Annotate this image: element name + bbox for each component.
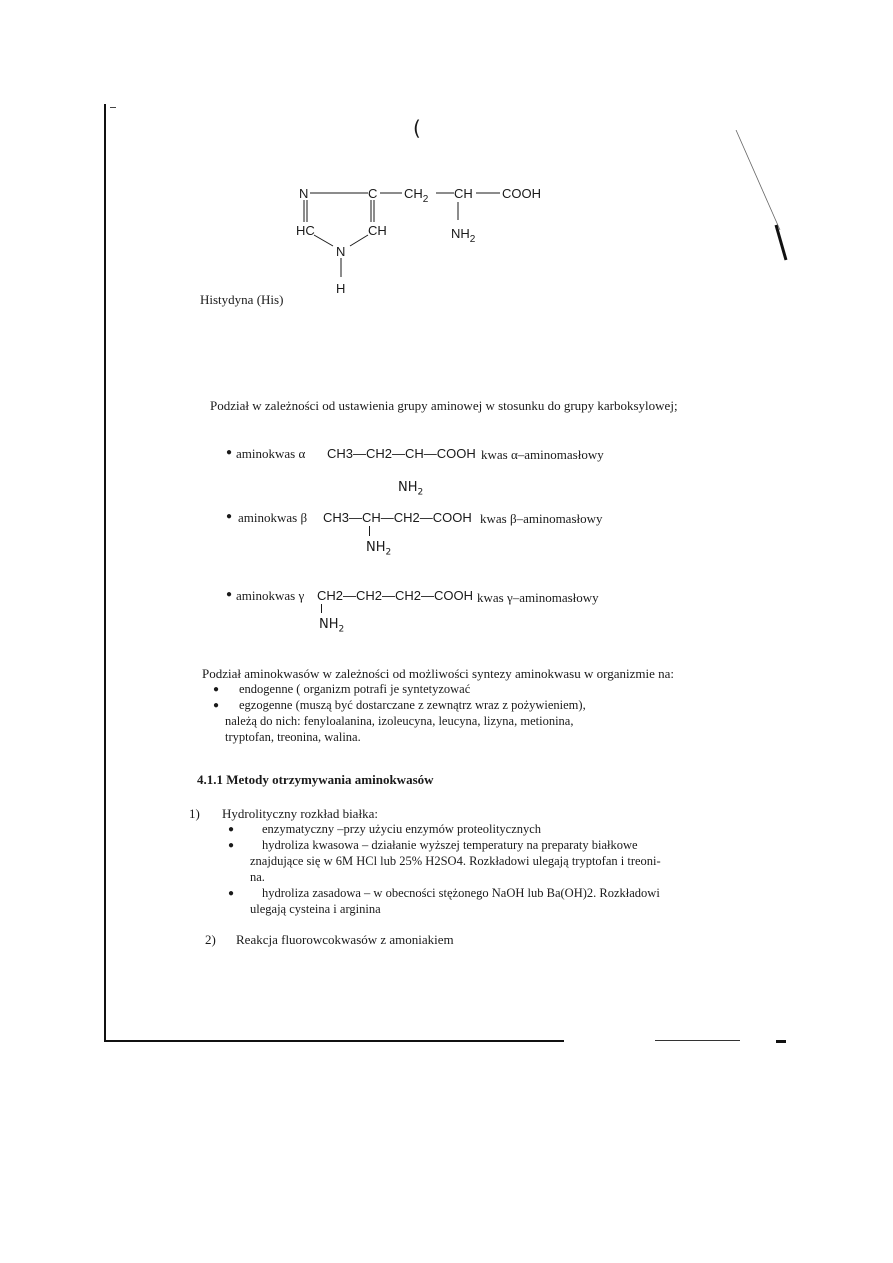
bullet: ● <box>228 888 235 899</box>
method-base-line-1: hydroliza zasadowa – w obecności stężonego NaOH lub Ba(OH)2. Rozkładowi <box>262 886 660 900</box>
atom-hc: HC <box>296 223 315 238</box>
bullet: ● <box>226 589 233 600</box>
method-label: Reakcja fluorowcokwasów z amoniakiem <box>236 932 454 947</box>
histidine-structure <box>288 182 558 297</box>
method-base-line-2: ulegają cysteina i arginina <box>250 902 381 916</box>
amino-formula: CH3—CH2—CH—COOH <box>327 446 476 461</box>
method-acid-line-1: hydroliza kwasowa – działanie wyższej temperatury na preparaty białkowe <box>262 838 638 852</box>
atom-nh2: $NH_2$ <box>451 226 476 245</box>
section-title: Metody otrzymywania aminokwasów <box>226 772 434 787</box>
nh2-bond <box>321 604 322 613</box>
method-number: 1) <box>189 806 200 821</box>
scan-border-bottom <box>104 1040 564 1042</box>
bullet: ● <box>213 700 220 711</box>
amino-type: aminokwas α <box>236 446 306 461</box>
bullet: ● <box>228 840 235 851</box>
section-number: 4.1.1 <box>197 772 223 787</box>
amino-acid-beta <box>226 510 646 565</box>
bullet: ● <box>226 447 233 458</box>
section-heading <box>197 772 434 788</box>
amino-acid-gamma <box>226 588 646 643</box>
synthesis-item-endogenous: endogenne ( organizm potrafi je syntetyzować <box>239 682 471 696</box>
scan-border-bottom-fragment <box>655 1040 740 1041</box>
scan-border-left <box>104 104 106 1042</box>
method-number: 2) <box>205 932 216 947</box>
atom-h: H <box>336 281 346 296</box>
method-enzymatic: enzymatyczny –przy użyciu enzymów proteolitycznych <box>262 822 542 836</box>
page-mark: ( <box>413 116 421 140</box>
amino-name: kwas β–aminomasłowy <box>480 511 603 526</box>
atom-n-bottom: N <box>336 244 346 259</box>
histidine-label: Histydyna (His) <box>200 292 284 307</box>
atom-ch2: $CH_2$ <box>404 186 429 205</box>
amino-acid-alpha <box>226 446 646 496</box>
synthesis-heading: Podział aminokwasów w zależności od możliwości syntezy aminokwasu w organizmie na: <box>202 666 674 681</box>
atom-cooh: COOH <box>502 186 541 201</box>
amino-formula: CH2—CH2—CH2—COOH <box>317 588 474 603</box>
method-acid-line-2: znajdujące się w 6M HCl lub 25% H2SO4. Rozkładowi ulegają tryptofan i treoni- <box>250 854 661 868</box>
atom-n-top: N <box>299 186 309 201</box>
synthesis-continuation: należą do nich: fenyloalanina, izoleucyna, leucyna, lizyna, metionina, <box>225 714 574 728</box>
amino-name: kwas α–aminomasłowy <box>481 447 604 462</box>
nh2-bond <box>369 526 370 536</box>
synthesis-continuation: tryptofan, treonina, walina. <box>225 730 361 744</box>
scan-streak-right <box>730 130 790 265</box>
amino-type: aminokwas β <box>238 510 308 525</box>
amino-nh2: $NH_2$ <box>398 480 424 498</box>
bullet: ● <box>226 511 233 522</box>
synthesis-item-exogenous: egzogenne (muszą być dostarczane z zewnątrz wraz z pożywieniem), <box>239 698 586 712</box>
method-acid-line-3: na. <box>250 870 265 884</box>
amino-nh2: $NH_2$ <box>366 540 392 558</box>
atom-ch-chain: CH <box>454 186 473 201</box>
method-label: Hydrolityczny rozkład białka: <box>222 806 378 821</box>
atom-c-ring: C <box>368 186 378 201</box>
scan-mark-top-left <box>110 107 116 108</box>
amino-nh2: $NH_2$ <box>319 617 345 635</box>
amino-name: kwas γ–aminomasłowy <box>477 590 599 605</box>
amino-formula: CH3—CH—CH2—COOH <box>323 510 472 525</box>
bond-hc-n <box>314 235 333 246</box>
bullet: ● <box>228 824 235 835</box>
scan-mark-bottom-right <box>776 1040 786 1043</box>
bond-ch-n <box>350 235 368 246</box>
amino-type: aminokwas γ <box>236 588 305 603</box>
classification-heading: Podział w zależności od ustawienia grupy aminowej w stosunku do grupy karboksylowej; <box>210 398 678 413</box>
atom-ch-ring: CH <box>368 223 387 238</box>
bullet: ● <box>213 684 220 695</box>
